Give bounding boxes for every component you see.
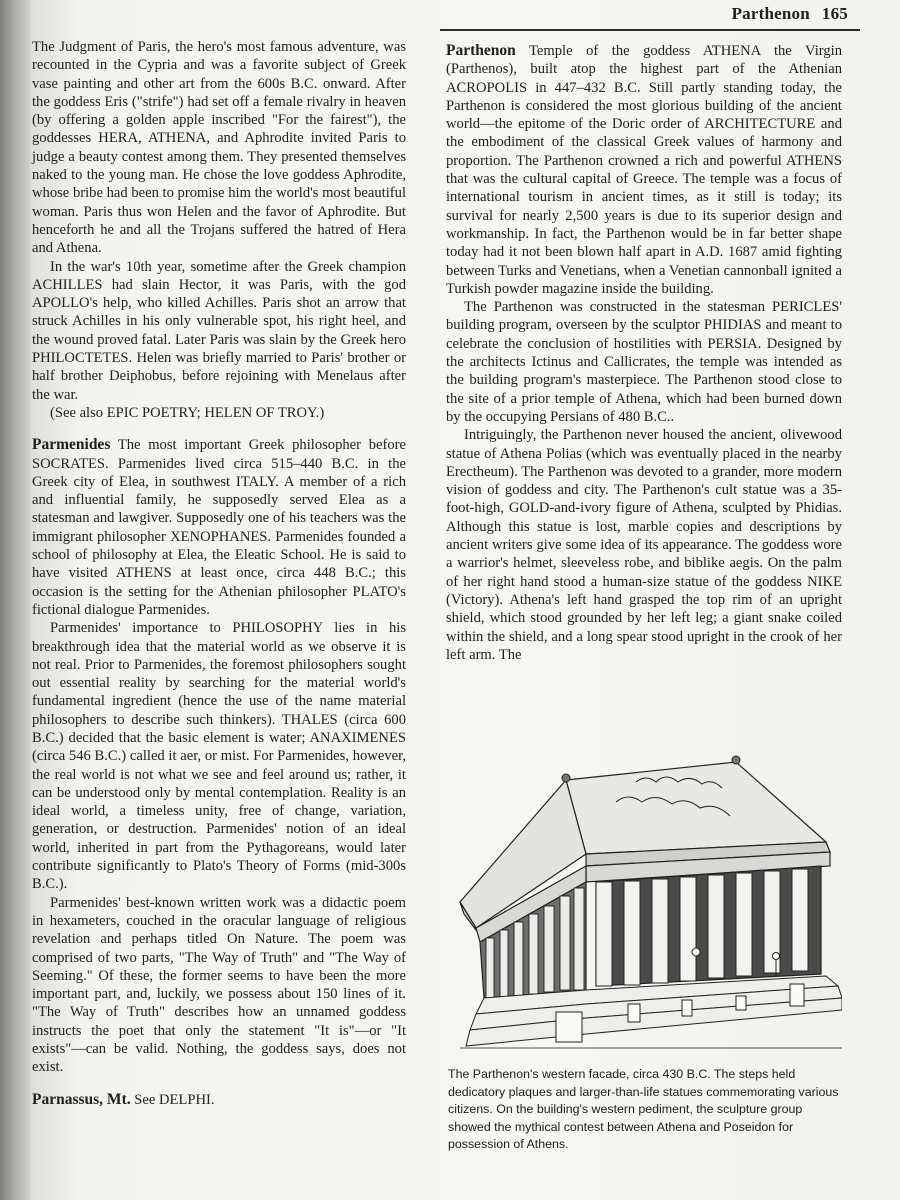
parthenon-paragraph-3: Intriguingly, the Parthenon never housed the ancient, olivewood statue of Athena Polias (which was eventually placed in the nearby Erectheum). The Parthenon was devoted to a grander, more modern vision of goddess and city. The Parthenon's cult statue was a 35-foot-high, GOLD-and-ivory figure of Athena, sculpted by Phidias. Although this statue is lost, marble copies and descriptions by ancient writers give some idea of its appearance. The goddess wore a warrior's helmet, sleeveless robe, and biblike aegis. On the palm of her right hand stood a human-size statue of the goddess NIKE (Victory). Athena's left hand grasped the top rim of an upright shield, which stood grounded by her left leg; a giant snake coiled within the shield, and a long spear stood upright in the crook of her left arm. The — [446, 427, 842, 663]
parmenides-entry-head: Parmenides — [32, 436, 111, 454]
figure-caption: The Parthenon's western facade, circa 430 B.C. The steps held dedicatory plaques and larger-than-life statues commemorating various citizens. On the building's western pediment, the sculpture group showed the mythical contest between Athena and Poseidon for possession of Athens. — [448, 1067, 839, 1152]
header-rule — [440, 29, 860, 31]
parnassus-entry-head: Parnassus, Mt. — [32, 1090, 131, 1108]
paris-paragraph-2: In the war's 10th year, sometime after the Greek champion ACHILLES had slain Hector, it was Paris, with the god APOLLO's help, who killed Achilles. Paris shot an arrow that struck Achilles in his only vulnerable spot, his right heel, and the wound proved fatal. Later Paris was slain by the Greek hero PHILOCTETES. Helen was briefly married to Paris' brother or half brother Deiphobus, before rejoining with Menelaus after the war. — [32, 258, 406, 403]
parthenon-illustration — [446, 742, 842, 1054]
parthenon-paragraph-2: The Parthenon was constructed in the statesman PERICLES' building program, overseen by the sculptor PHIDIAS and meant to celebrate the conclusion of hostilities with PERSIA. Designed by the architects Ictinus and Callicrates, the temple was intended as the building program's masterpiece. The Parthenon stood close to the site of a prior temple of Athena, which had been burned down by the occupying Persians of 480 B.C.. — [446, 299, 842, 425]
parthenon-drawing — [446, 742, 842, 1054]
paris-paragraph-1: The Judgment of Paris, the hero's most famous adventure, was recounted in the Cypria and was a favorite subject of Greek vase painting and other art from the 600s B.C. onward. After the goddess Eris ("strife") had set off a female rivalry in heaven (by offering a golden apple inscribed "For the fairest"), the goddesses HERA, ATHENA, and Aphrodite invited Paris to judge a beauty contest among them. They presented themselves naked to the young man. He chose the love goddess Aphrodite, whose bribe had been to promise him the world's most beautiful woman. Paris thus won Helen and the favor of Aphrodite. But henceforth he and all the Trojans suffered the hatred of Hera and Athena. — [32, 39, 406, 257]
left-column — [32, 38, 406, 1109]
running-head — [732, 4, 848, 24]
paris-see-also: (See also EPIC POETRY; HELEN OF TROY.) — [50, 404, 325, 421]
parmenides-paragraph-3: Parmenides' best-known written work was a didactic poem in hexameters, couched in the oracular language of religious revelation and perhaps titled On Nature. The poem was comprised of two parts, "The Way of Truth" and "The Way of Seeming." Of these, the former seems to have been the more important part, and, luckily, we possess about 150 lines of it. "The Way of Truth" describes how an unnamed goddess instructs the poet that only the statement "It is"—or "It exists"—can be valid. Nothing, the goddess says, does not exist. — [32, 894, 406, 1076]
right-column — [446, 42, 842, 664]
parmenides-paragraph-2: Parmenides' importance to PHILOSOPHY lies in his breakthrough idea that the material world as we observe it is not real. Prior to Parmenides, the foremost philosophers sought out essential reality by searching for the material world's fundamental ingredient (hence the use of the name material philosophers to describe such thinkers). THALES (circa 600 B.C.) decided that the basic element is water; ANAXIMENES (circa 546 B.C.) called it aer, or mist. For Parmenides, however, the real world is not what we see and feel around us; rather, it can be understood only by mental contemplation. Reality is an ideal world, a timeless unity, free of change, variation, generation, or destruction. Parmenides' notion of an ideal world, inherited in part from the Pythagoreans, would later contribute significantly to Plato's Theory of Forms (mid-300s B.C.). — [32, 620, 406, 893]
running-head-title: Parthenon — [731, 4, 810, 23]
parnassus-see-reference: See DELPHI. — [134, 1091, 215, 1108]
page-number: 165 — [821, 4, 848, 23]
parmenides-paragraph-1: The most important Greek philosopher before SOCRATES. Parmenides lived circa 515–440 B.C. in the Greek city of Elea, in southwest ITALY. A member of a rich and influential family, he supposedly served Elea as a statesman and lawgiver. Supposedly one of his teachers was the immigrant philosopher XENOPHANES. Parmenides founded a school of philosophy at Elea, the Eleatic School. He is said to have visited ATHENS at least once, circa 448 B.C.; this occasion is the setting for the Athenian philosopher PLATO's fictional dialogue Parmenides. — [32, 437, 406, 618]
parthenon-paragraph-1: Temple of the goddess ATHENA the Virgin (Parthenos), built atop the highest part of the Athenian ACROPOLIS in 447–432 B.C. Still partly standing today, the Parthenon is considered the most glorious building of the ancient world—the epitome of the Doric order of ARCHITECTURE and the embodiment of the classical Greek values of harmony and proportion. The Parthenon crowned a rich and powerful ATHENS that was the cultural capital of Greece. The temple was a focus of international tourism in ancient times, as it still is today; its survival for nearly 2,500 years is due to its superior design and workmanship. In fact, the Parthenon would be in far better shape today had it not been blown half apart in A.D. 1687 amid fighting between Turks and Venetians, when a Venetian cannonball ignited a Turkish powder magazine inside the building. — [446, 43, 842, 297]
book-page — [30, 0, 900, 1200]
parthenon-entry-head: Parthenon — [446, 42, 516, 59]
